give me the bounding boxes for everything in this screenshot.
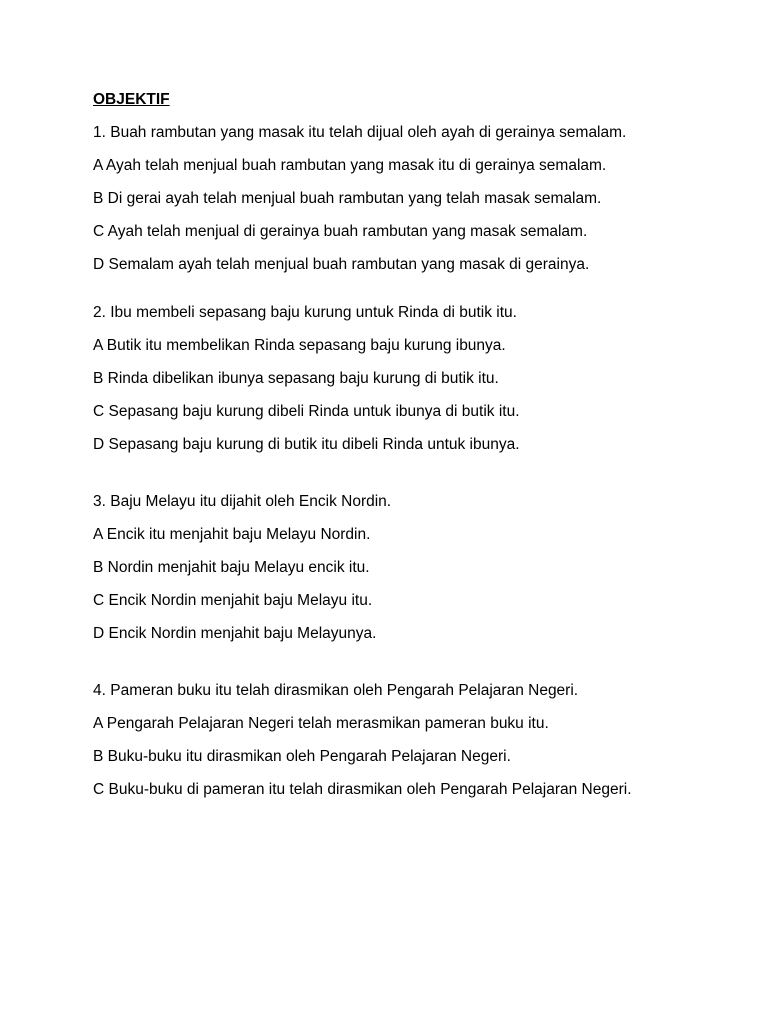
question-stem: 4. Pameran buku itu telah dirasmikan oleh Pengarah Pelajaran Negeri. (93, 682, 579, 699)
option-a: A Butik itu membelikan Rinda sepasang baju kurung ibunya. (93, 337, 506, 354)
option-d: D Sepasang baju kurung di butik itu dibeli Rinda untuk ibunya. (93, 436, 520, 453)
option-a: A Pengarah Pelajaran Negeri telah merasmikan pameran buku itu. (93, 715, 549, 732)
option-c: C Ayah telah menjual di gerainya buah rambutan yang masak semalam. (93, 223, 588, 240)
option-b: B Di gerai ayah telah menjual buah rambutan yang telah masak semalam. (93, 190, 602, 207)
question-1 (93, 121, 674, 277)
option-c: C Sepasang baju kurung dibeli Rinda untuk ibunya di butik itu. (93, 403, 520, 420)
question-gap (93, 466, 674, 490)
question-3 (93, 490, 674, 646)
option-b: B Buku-buku itu dirasmikan oleh Pengarah Pelajaran Negeri. (93, 748, 511, 765)
question-gap (93, 286, 674, 301)
question-gap (93, 655, 674, 679)
question-stem: 1. Buah rambutan yang masak itu telah dijual oleh ayah di gerainya semalam. (93, 124, 627, 141)
option-b: B Nordin menjahit baju Melayu encik itu. (93, 559, 370, 576)
question-stem: 3. Baju Melayu itu dijahit oleh Encik Nordin. (93, 493, 392, 510)
question-4 (93, 679, 674, 802)
section-heading: OBJEKTIF (93, 91, 170, 108)
option-a: A Ayah telah menjual buah rambutan yang masak itu di gerainya semalam. (93, 157, 607, 174)
option-c: C Encik Nordin menjahit baju Melayu itu. (93, 592, 373, 609)
option-b: B Rinda dibelikan ibunya sepasang baju kurung di butik itu. (93, 370, 499, 387)
option-c: C Buku-buku di pameran itu telah dirasmikan oleh Pengarah Pelajaran Negeri. (93, 781, 632, 798)
question-stem: 2. Ibu membeli sepasang baju kurung untuk Rinda di butik itu. (93, 304, 517, 321)
option-d: D Encik Nordin menjahit baju Melayunya. (93, 625, 377, 642)
option-d: D Semalam ayah telah menjual buah rambutan yang masak di gerainya. (93, 256, 590, 273)
document-page (93, 88, 674, 811)
option-a: A Encik itu menjahit baju Melayu Nordin. (93, 526, 371, 543)
question-2 (93, 301, 674, 457)
